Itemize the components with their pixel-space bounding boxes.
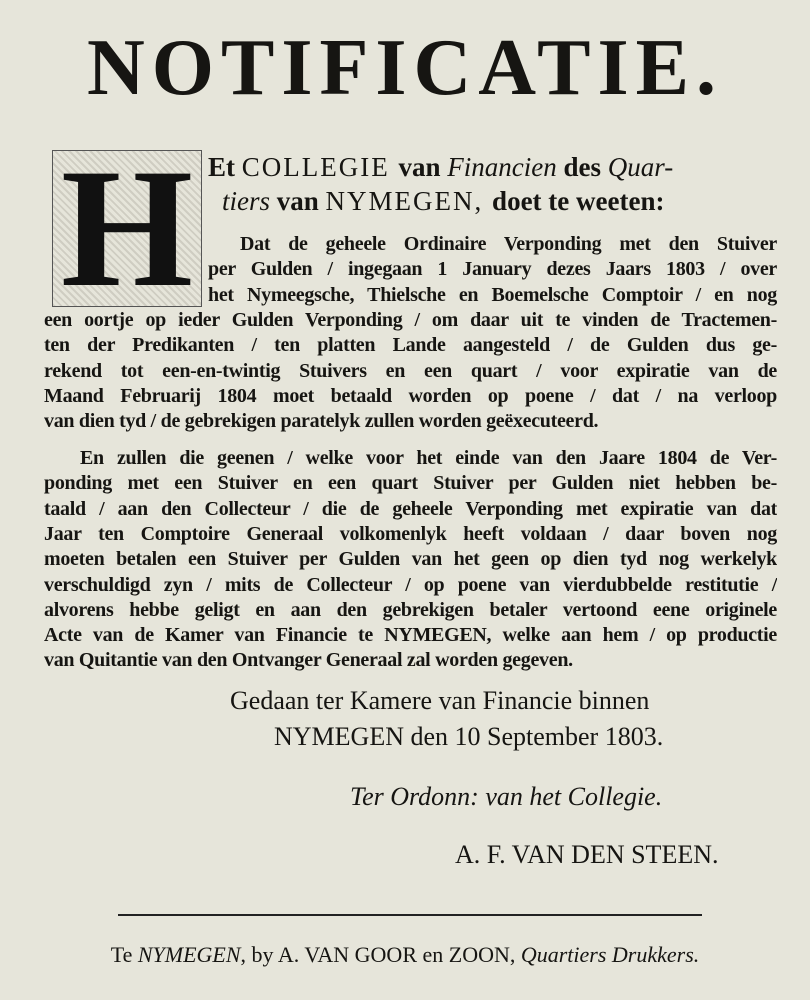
issued-at-line: Gedaan ter Kamere van Financie binnen: [230, 686, 650, 715]
text-line: Dat de geheele Ordinaire Verponding met den Stuiver: [240, 233, 777, 255]
text-line: alvorens hebbe geligt en aan den gebrekigen betaler vertoond eene originele: [44, 598, 777, 621]
heading-text: COLLEGIE: [241, 152, 399, 182]
text-line: een oortje op ieder Gulden Verponding / om daar uit te vinden de Tractemen-: [44, 308, 777, 331]
text-line: ponding met een Stuiver en een quart Stuiver per Gulden niet hebben be-: [44, 472, 777, 495]
heading-text: Quar-: [607, 152, 674, 182]
text-line: het Nymeegsche, Thielsche en Boemelsche Comptoir / en nog: [208, 283, 777, 306]
text-line: verschuldigd zyn / mits de Collecteur / op poene van vierdubbelde restitutie /: [44, 573, 777, 596]
heading-text: Financien: [447, 152, 564, 182]
heading-text: NYMEGEN,: [325, 186, 493, 216]
heading-line-2: [222, 184, 802, 218]
text-line: per Gulden / ingegaan 1 January dezes Jaars 1803 / over: [208, 258, 777, 281]
heading-text: tiers: [222, 186, 277, 216]
divider-rule: [118, 914, 702, 916]
decorated-drop-cap: H: [52, 150, 202, 307]
heading-text: des: [563, 152, 608, 182]
heading-line-1: [208, 150, 788, 184]
heading-text: Et: [208, 152, 242, 182]
heading-text: doet te weeten:: [492, 186, 665, 216]
text-line: moeten betalen een Stuiver per Gulden van het geen op dien tyd nog werkelyk: [44, 548, 777, 571]
text-line: taald / aan den Collecteur / die de geheele Verponding met expiratie van dat: [44, 497, 777, 520]
text-line: En zullen die geenen / welke voor het einde van den Jaare 1804 de Ver-: [80, 447, 777, 469]
notice-title: NOTIFICATIE.: [87, 24, 723, 112]
text-line: Maand Februarij 1804 moet betaald worden op poene / dat / na verloop: [44, 384, 777, 407]
text-line: van dien tyd / de gebrekigen paratelyk zullen worden geëxecuteerd.: [44, 410, 599, 433]
text-line: van Quitantie van den Ontvanger Generaal zal worden gegeven.: [44, 649, 573, 672]
by-order-line: Ter Ordonn: van het Collegie.: [350, 782, 663, 811]
issued-date-line: NYMEGEN den 10 September 1803.: [274, 722, 664, 751]
heading-text: van: [398, 152, 448, 182]
text-line: Jaar ten Comptoire Generaal volkomenlyk heeft voldaan / daar boven nog: [44, 522, 777, 545]
printer-imprint: Te NYMEGEN, by A. VAN GOOR en ZOON, Quartiers Drukkers.: [110, 942, 700, 967]
text-line: ten der Predikanten / ten platten Lande aangesteld / de Gulden dus ge-: [44, 334, 777, 357]
signature: A. F. VAN DEN STEEN.: [455, 840, 719, 869]
text-line: Acte van de Kamer van Financie te NYMEGEN, welke aan hem / op productie: [44, 624, 777, 647]
text-line: rekend tot een-en-twintig Stuivers en een quart / voor expiratie van de: [44, 359, 777, 382]
heading-text: van: [276, 186, 326, 216]
